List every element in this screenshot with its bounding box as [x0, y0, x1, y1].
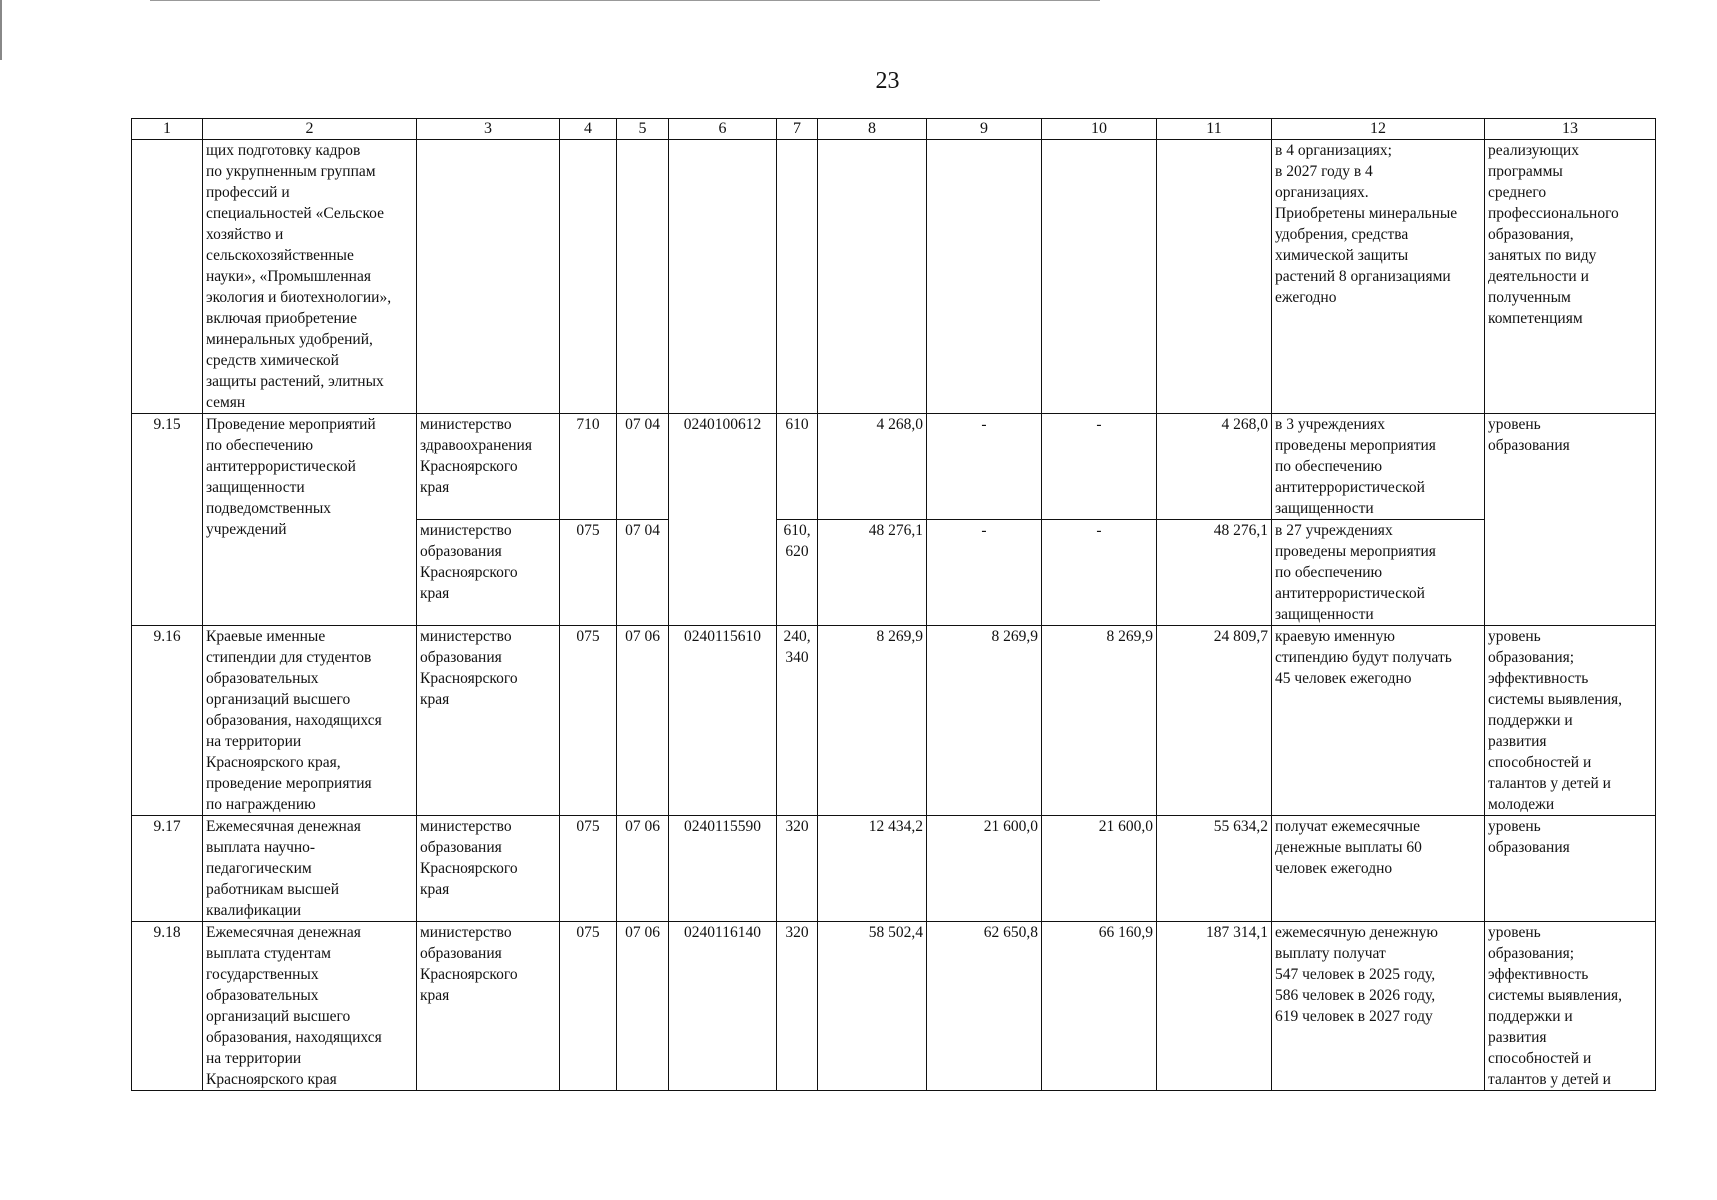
item-number-cell: 9.17: [132, 816, 203, 922]
indicator-cell: уровень образования: [1485, 816, 1656, 922]
section-cell: 07 04: [617, 414, 669, 520]
amount-2027-cell: 8 269,9: [1042, 626, 1157, 816]
table-row: [132, 816, 1656, 922]
agency-cell: [417, 140, 560, 414]
section-cell: [617, 140, 669, 414]
column-header: 8: [818, 119, 927, 140]
amount-2026-cell: -: [927, 414, 1042, 520]
item-number-cell: [132, 140, 203, 414]
target-article-cell: [669, 140, 777, 414]
expected-result-cell: ежемесячную денежную выплату получат 547 человек в 2025 году, 586 человек в 2026 году, 619 человек в 2027 году: [1272, 922, 1485, 1091]
amount-2026-cell: [927, 140, 1042, 414]
grbs-cell: 075: [560, 520, 617, 626]
target-article-cell: 0240100612: [669, 414, 777, 626]
column-header: 4: [560, 119, 617, 140]
grbs-cell: 710: [560, 414, 617, 520]
column-header: 11: [1157, 119, 1272, 140]
activity-name-cell: Краевые именные стипендии для студентов образовательных организаций высшего образования, находящихся на территории Красноярского края, проведение мероприятия по награждению: [203, 626, 417, 816]
expected-result-cell: в 27 учреждениях проведены мероприятия по обеспечению антитеррористической защищенности: [1272, 520, 1485, 626]
item-number-cell: 9.18: [132, 922, 203, 1091]
activity-name-cell: щих подготовку кадров по укрупненным группам профессий и специальностей «Сельское хозяйство и сельскохозяйственные науки», «Промышленная экология и биотехнологии», включая приобретение минеральных удобрений, средств химической защиты растений, элитных семян: [203, 140, 417, 414]
section-cell: 07 06: [617, 816, 669, 922]
amount-2026-cell: 62 650,8: [927, 922, 1042, 1091]
expense-type-cell: 320: [777, 816, 818, 922]
agency-cell: министерство образования Красноярского края: [417, 626, 560, 816]
amount-2027-cell: -: [1042, 520, 1157, 626]
section-cell: 07 06: [617, 626, 669, 816]
amount-2026-cell: 8 269,9: [927, 626, 1042, 816]
amount-2025-cell: 58 502,4: [818, 922, 927, 1091]
amount-total-cell: 24 809,7: [1157, 626, 1272, 816]
table-row: [132, 626, 1656, 816]
amount-total-cell: 55 634,2: [1157, 816, 1272, 922]
amount-2025-cell: 12 434,2: [818, 816, 927, 922]
column-header: 9: [927, 119, 1042, 140]
indicator-cell: уровень образования; эффективность системы выявления, поддержки и развития способностей и талантов у детей и молодежи: [1485, 626, 1656, 816]
section-cell: 07 06: [617, 922, 669, 1091]
target-article-cell: 0240116140: [669, 922, 777, 1091]
item-number-cell: 9.15: [132, 414, 203, 626]
amount-2027-cell: 21 600,0: [1042, 816, 1157, 922]
agency-cell: министерство здравоохранения Красноярского края: [417, 414, 560, 520]
grbs-cell: [560, 140, 617, 414]
item-number-cell: 9.16: [132, 626, 203, 816]
expected-result-cell: в 4 организациях; в 2027 году в 4 организациях. Приобретены минеральные удобрения, средства химической защиты растений 8 организациями ежегодно: [1272, 140, 1485, 414]
column-header: 10: [1042, 119, 1157, 140]
amount-2025-cell: [818, 140, 927, 414]
expected-result-cell: получат ежемесячные денежные выплаты 60 человек ежегодно: [1272, 816, 1485, 922]
column-header: 6: [669, 119, 777, 140]
grbs-cell: 075: [560, 922, 617, 1091]
amount-total-cell: 4 268,0: [1157, 414, 1272, 520]
column-header: 2: [203, 119, 417, 140]
table-row: [132, 414, 1656, 520]
expense-type-cell: 320: [777, 922, 818, 1091]
agency-cell: министерство образования Красноярского края: [417, 520, 560, 626]
grbs-cell: 075: [560, 816, 617, 922]
expense-type-cell: 610, 620: [777, 520, 818, 626]
target-article-cell: 0240115610: [669, 626, 777, 816]
agency-cell: министерство образования Красноярского края: [417, 922, 560, 1091]
activity-name-cell: Проведение мероприятий по обеспечению антитеррористической защищенности подведомственных учреждений: [203, 414, 417, 626]
column-header: 13: [1485, 119, 1656, 140]
table-row: [132, 922, 1656, 1091]
activity-name-cell: Ежемесячная денежная выплата студентам государственных образовательных организаций высшего образования, находящихся на территории Красноярского края: [203, 922, 417, 1091]
table-row: [132, 140, 1656, 414]
amount-total-cell: 187 314,1: [1157, 922, 1272, 1091]
expected-result-cell: краевую именную стипендию будут получать 45 человек ежегодно: [1272, 626, 1485, 816]
amount-2026-cell: 21 600,0: [927, 816, 1042, 922]
amount-2025-cell: 48 276,1: [818, 520, 927, 626]
left-rule: [0, 0, 2, 60]
grbs-cell: 075: [560, 626, 617, 816]
column-header: 5: [617, 119, 669, 140]
amount-2027-cell: -: [1042, 414, 1157, 520]
column-header: 3: [417, 119, 560, 140]
page-number: 23: [875, 68, 900, 94]
column-header: 1: [132, 119, 203, 140]
expense-type-cell: 610: [777, 414, 818, 520]
agency-cell: министерство образования Красноярского края: [417, 816, 560, 922]
expense-type-cell: [777, 140, 818, 414]
amount-2025-cell: 4 268,0: [818, 414, 927, 520]
expected-result-cell: в 3 учреждениях проведены мероприятия по обеспечению антитеррористической защищенности: [1272, 414, 1485, 520]
column-header: 12: [1272, 119, 1485, 140]
amount-total-cell: [1157, 140, 1272, 414]
program-activities-table: [131, 118, 1656, 1091]
top-rule: [150, 0, 1100, 1]
section-cell: 07 04: [617, 520, 669, 626]
expense-type-cell: 240, 340: [777, 626, 818, 816]
amount-total-cell: 48 276,1: [1157, 520, 1272, 626]
indicator-cell: уровень образования; эффективность системы выявления, поддержки и развития способностей и талантов у детей и: [1485, 922, 1656, 1091]
amount-2027-cell: 66 160,9: [1042, 922, 1157, 1091]
indicator-cell: уровень образования: [1485, 414, 1656, 626]
column-number-row: [132, 119, 1656, 140]
amount-2026-cell: -: [927, 520, 1042, 626]
amount-2025-cell: 8 269,9: [818, 626, 927, 816]
column-header: 7: [777, 119, 818, 140]
activity-name-cell: Ежемесячная денежная выплата научно- педагогическим работникам высшей квалификации: [203, 816, 417, 922]
target-article-cell: 0240115590: [669, 816, 777, 922]
amount-2027-cell: [1042, 140, 1157, 414]
indicator-cell: реализующих программы среднего профессионального образования, занятых по виду деятельности и полученным компетенциям: [1485, 140, 1656, 414]
